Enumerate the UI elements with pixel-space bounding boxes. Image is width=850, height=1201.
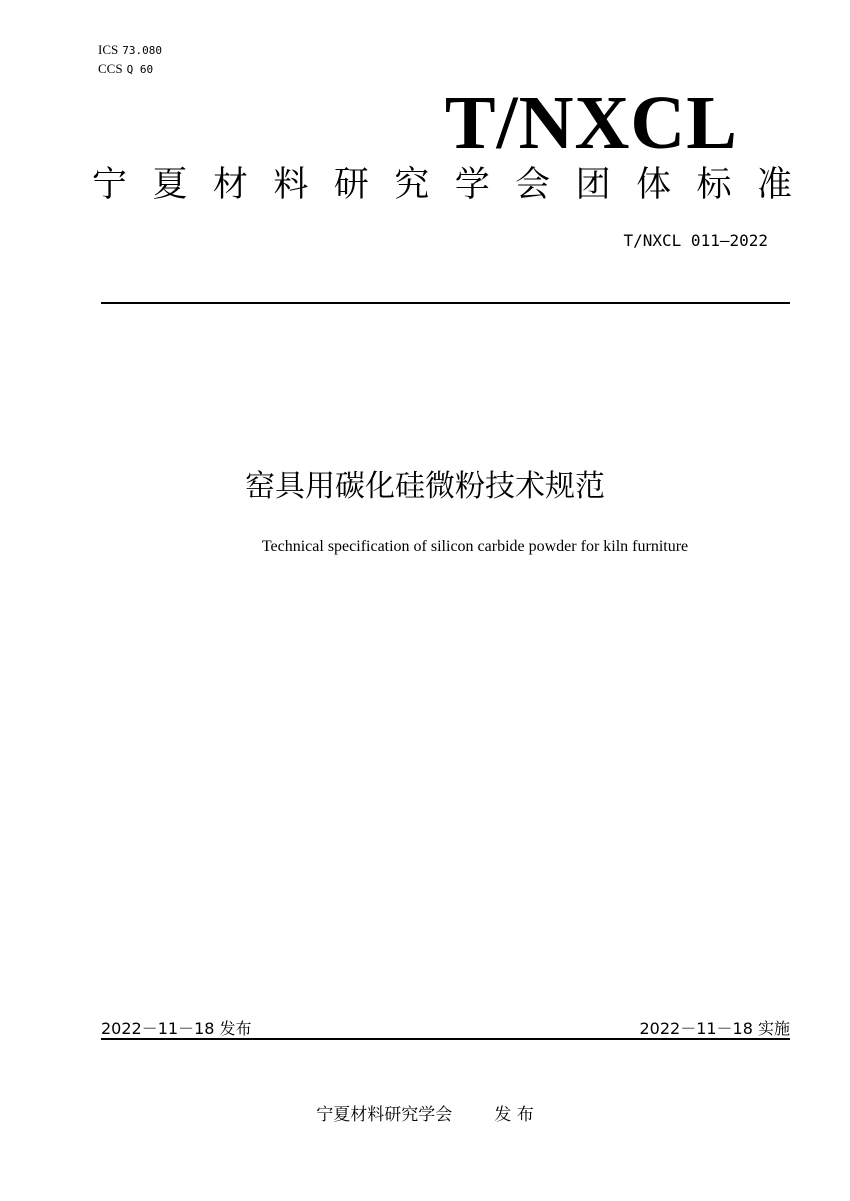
implementation-date: 2022－11－18 实施 [639, 1019, 790, 1038]
classification-codes [98, 41, 162, 79]
ccs-value: Q 60 [126, 63, 154, 76]
publisher-line [0, 1100, 850, 1125]
document-title-en: Technical specification of silicon carbide powder for kiln furniture [261, 538, 689, 555]
heading-char: 究 [394, 165, 430, 205]
footer-divider [101, 1038, 790, 1040]
heading-char: 标 [696, 165, 732, 205]
heading-char: 团 [575, 165, 611, 205]
ccs-line [98, 60, 162, 79]
ics-label: ICS [98, 42, 119, 57]
ics-value: 73.080 [122, 44, 162, 57]
ics-line [98, 41, 162, 60]
header-divider [101, 302, 790, 304]
organization-standard-heading [92, 160, 792, 210]
heading-char: 体 [636, 165, 672, 205]
heading-char: 学 [454, 165, 490, 205]
standard-code: T/NXCL 011—2022 [623, 231, 768, 250]
publisher-action: 发 布 [494, 1105, 534, 1125]
publish-date: 2022－11－18 发布 [101, 1019, 252, 1038]
standard-brand-logo: T/NXCL [444, 81, 738, 165]
document-title-cn: 窑具用碳化硅微粉技术规范 [245, 469, 605, 504]
heading-char: 研 [333, 165, 369, 205]
heading-char: 准 [756, 165, 792, 205]
heading-char: 料 [273, 165, 309, 205]
ccs-label: CCS [98, 61, 123, 76]
heading-char: 材 [212, 165, 248, 205]
heading-char: 会 [515, 165, 551, 205]
publisher-name: 宁夏材料研究学会 [316, 1105, 453, 1125]
heading-char: 宁 [92, 165, 128, 205]
heading-char: 夏 [152, 165, 188, 205]
